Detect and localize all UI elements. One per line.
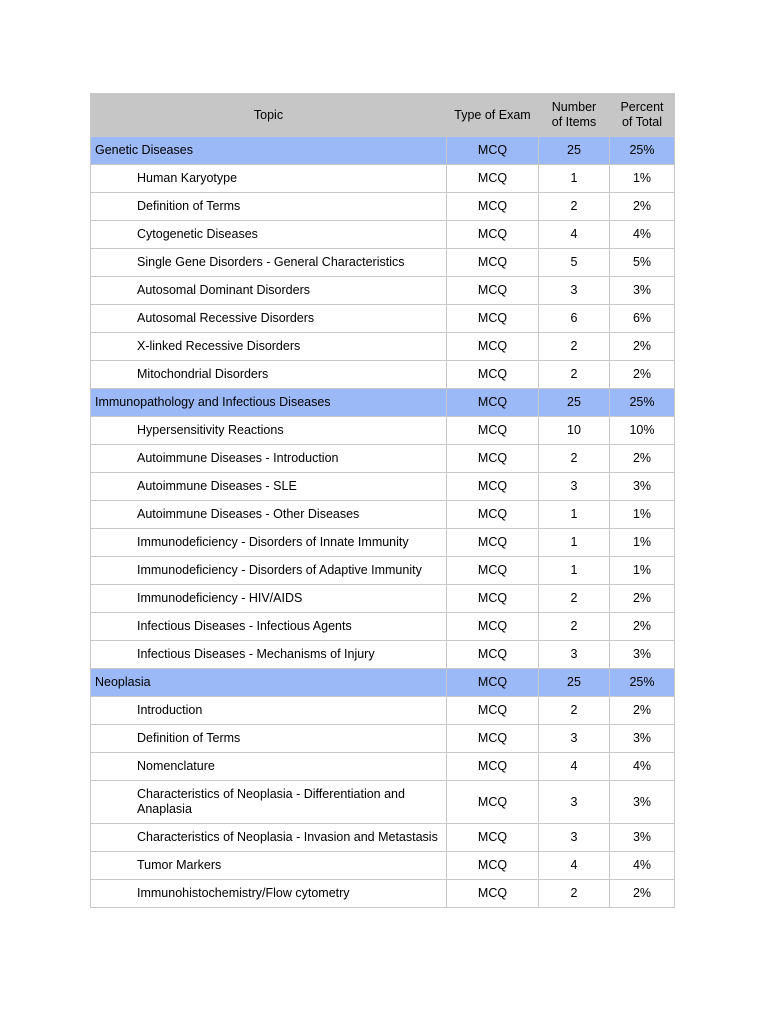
percent-cell: 10% <box>610 417 675 445</box>
exam-type-cell: MCQ <box>447 193 539 221</box>
exam-type-cell: MCQ <box>447 305 539 333</box>
percent-cell: 2% <box>610 880 675 908</box>
table-header-row <box>91 94 675 137</box>
percent-cell: 2% <box>610 333 675 361</box>
percent-cell: 2% <box>610 445 675 473</box>
exam-type-cell: MCQ <box>447 669 539 697</box>
topic-cell: Human Karyotype <box>91 165 447 193</box>
topic-cell: Autosomal Recessive Disorders <box>91 305 447 333</box>
percent-cell: 3% <box>610 781 675 824</box>
exam-type-cell: MCQ <box>447 697 539 725</box>
table-row <box>91 501 675 529</box>
topic-cell: Mitochondrial Disorders <box>91 361 447 389</box>
percent-cell: 3% <box>610 725 675 753</box>
table-row <box>91 473 675 501</box>
item-count-cell: 1 <box>539 529 610 557</box>
exam-type-cell: MCQ <box>447 361 539 389</box>
topic-cell: Definition of Terms <box>91 725 447 753</box>
exam-type-cell: MCQ <box>447 585 539 613</box>
exam-type-cell: MCQ <box>447 753 539 781</box>
percent-cell: 3% <box>610 824 675 852</box>
table-row <box>91 557 675 585</box>
exam-type-cell: MCQ <box>447 389 539 417</box>
topic-cell: Autosomal Dominant Disorders <box>91 277 447 305</box>
item-count-cell: 2 <box>539 880 610 908</box>
percent-cell: 5% <box>610 249 675 277</box>
item-count-cell: 3 <box>539 641 610 669</box>
exam-type-cell: MCQ <box>447 781 539 824</box>
table-row <box>91 781 675 824</box>
exam-type-cell: MCQ <box>447 529 539 557</box>
topic-cell: Tumor Markers <box>91 852 447 880</box>
table-row <box>91 585 675 613</box>
table-row <box>91 613 675 641</box>
column-header-percent: Percent of Total <box>610 94 675 137</box>
item-count-cell: 2 <box>539 193 610 221</box>
table-row <box>91 824 675 852</box>
topic-cell: Immunodeficiency - Disorders of Innate Immunity <box>91 529 447 557</box>
topic-cell: X-linked Recessive Disorders <box>91 333 447 361</box>
column-header-number: Number of Items <box>539 94 610 137</box>
topic-cell: Immunohistochemistry/Flow cytometry <box>91 880 447 908</box>
item-count-cell: 2 <box>539 697 610 725</box>
item-count-cell: 4 <box>539 753 610 781</box>
exam-type-cell: MCQ <box>447 417 539 445</box>
table-row <box>91 852 675 880</box>
percent-cell: 4% <box>610 753 675 781</box>
topic-cell: Immunodeficiency - Disorders of Adaptive Immunity <box>91 557 447 585</box>
percent-cell: 2% <box>610 585 675 613</box>
item-count-cell: 4 <box>539 852 610 880</box>
item-count-cell: 3 <box>539 725 610 753</box>
exam-type-cell: MCQ <box>447 333 539 361</box>
percent-cell: 2% <box>610 361 675 389</box>
topic-cell: Infectious Diseases - Mechanisms of Injury <box>91 641 447 669</box>
table-row <box>91 880 675 908</box>
category-row <box>91 669 675 697</box>
item-count-cell: 10 <box>539 417 610 445</box>
table-row <box>91 529 675 557</box>
column-header-type: Type of Exam <box>447 94 539 137</box>
table-row <box>91 417 675 445</box>
percent-cell: 4% <box>610 221 675 249</box>
item-count-cell: 2 <box>539 361 610 389</box>
exam-type-cell: MCQ <box>447 473 539 501</box>
percent-cell: 1% <box>610 557 675 585</box>
percent-cell: 1% <box>610 529 675 557</box>
table-body <box>91 137 675 908</box>
item-count-cell: 3 <box>539 277 610 305</box>
table-row <box>91 753 675 781</box>
percent-cell: 1% <box>610 165 675 193</box>
category-row <box>91 137 675 165</box>
exam-type-cell: MCQ <box>447 824 539 852</box>
topic-cell: Nomenclature <box>91 753 447 781</box>
item-count-cell: 1 <box>539 557 610 585</box>
exam-type-cell: MCQ <box>447 137 539 165</box>
exam-type-cell: MCQ <box>447 165 539 193</box>
item-count-cell: 1 <box>539 501 610 529</box>
topic-cell: Infectious Diseases - Infectious Agents <box>91 613 447 641</box>
percent-cell: 2% <box>610 613 675 641</box>
exam-type-cell: MCQ <box>447 277 539 305</box>
item-count-cell: 25 <box>539 137 610 165</box>
exam-type-cell: MCQ <box>447 725 539 753</box>
percent-cell: 25% <box>610 389 675 417</box>
item-count-cell: 25 <box>539 669 610 697</box>
percent-cell: 1% <box>610 501 675 529</box>
item-count-cell: 5 <box>539 249 610 277</box>
item-count-cell: 4 <box>539 221 610 249</box>
topic-cell: Autoimmune Diseases - Other Diseases <box>91 501 447 529</box>
table-row <box>91 193 675 221</box>
item-count-cell: 6 <box>539 305 610 333</box>
item-count-cell: 3 <box>539 473 610 501</box>
table-row <box>91 361 675 389</box>
percent-cell: 6% <box>610 305 675 333</box>
percent-cell: 4% <box>610 852 675 880</box>
item-count-cell: 2 <box>539 613 610 641</box>
item-count-cell: 2 <box>539 333 610 361</box>
topic-cell: Characteristics of Neoplasia - Invasion and Metastasis <box>91 824 447 852</box>
exam-type-cell: MCQ <box>447 445 539 473</box>
topic-cell: Hypersensitivity Reactions <box>91 417 447 445</box>
topic-cell: Single Gene Disorders - General Characteristics <box>91 249 447 277</box>
percent-cell: 3% <box>610 277 675 305</box>
column-header-topic: Topic <box>91 94 447 137</box>
table-row <box>91 445 675 473</box>
item-count-cell: 2 <box>539 585 610 613</box>
table-row <box>91 697 675 725</box>
table-row <box>91 249 675 277</box>
percent-cell: 2% <box>610 193 675 221</box>
table-row <box>91 333 675 361</box>
item-count-cell: 3 <box>539 824 610 852</box>
exam-type-cell: MCQ <box>447 880 539 908</box>
category-row <box>91 389 675 417</box>
topic-cell: Autoimmune Diseases - SLE <box>91 473 447 501</box>
table-row <box>91 277 675 305</box>
topic-cell: Neoplasia <box>91 669 447 697</box>
percent-cell: 3% <box>610 473 675 501</box>
topic-cell: Definition of Terms <box>91 193 447 221</box>
exam-type-cell: MCQ <box>447 641 539 669</box>
item-count-cell: 3 <box>539 781 610 824</box>
table-row <box>91 305 675 333</box>
topic-cell: Autoimmune Diseases - Introduction <box>91 445 447 473</box>
exam-type-cell: MCQ <box>447 249 539 277</box>
table-row <box>91 641 675 669</box>
exam-type-cell: MCQ <box>447 613 539 641</box>
topic-cell: Cytogenetic Diseases <box>91 221 447 249</box>
percent-cell: 25% <box>610 137 675 165</box>
item-count-cell: 25 <box>539 389 610 417</box>
topic-cell: Immunopathology and Infectious Diseases <box>91 389 447 417</box>
exam-type-cell: MCQ <box>447 221 539 249</box>
table-row <box>91 725 675 753</box>
topic-cell: Genetic Diseases <box>91 137 447 165</box>
table-row <box>91 165 675 193</box>
topic-cell: Introduction <box>91 697 447 725</box>
exam-type-cell: MCQ <box>447 852 539 880</box>
item-count-cell: 1 <box>539 165 610 193</box>
topic-cell: Immunodeficiency - HIV/AIDS <box>91 585 447 613</box>
table-row <box>91 221 675 249</box>
percent-cell: 25% <box>610 669 675 697</box>
exam-type-cell: MCQ <box>447 557 539 585</box>
topic-cell: Characteristics of Neoplasia - Differentiation and Anaplasia <box>91 781 447 824</box>
item-count-cell: 2 <box>539 445 610 473</box>
exam-blueprint-table <box>90 93 675 908</box>
exam-type-cell: MCQ <box>447 501 539 529</box>
percent-cell: 3% <box>610 641 675 669</box>
percent-cell: 2% <box>610 697 675 725</box>
